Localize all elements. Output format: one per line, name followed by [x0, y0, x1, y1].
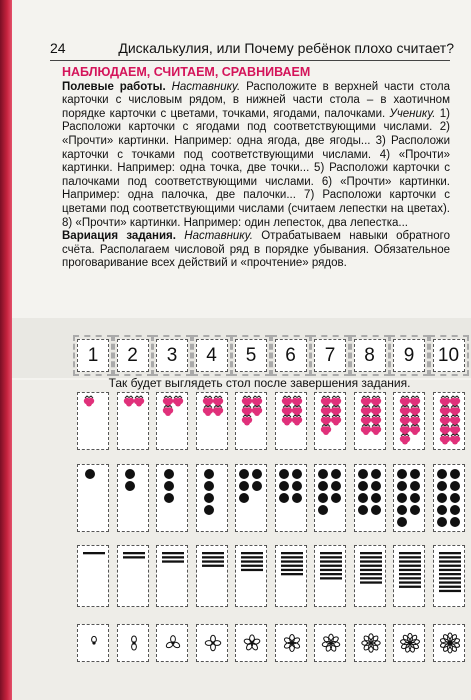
sticks-drawing: [236, 546, 268, 608]
berries-drawing: [157, 393, 189, 451]
stick-icon: [281, 573, 303, 575]
dot-icon: [437, 469, 447, 479]
flowers-drawing: [276, 625, 308, 663]
berries-drawing: [394, 393, 426, 451]
dot-icon: [371, 469, 381, 479]
figure-caption: Так будет выглядеть стол после завершения задания.: [108, 376, 411, 390]
dot-icon: [450, 517, 460, 527]
stick-icon: [439, 586, 461, 588]
flowers-drawing: [236, 625, 268, 663]
book-spine: [0, 0, 12, 700]
stick-icon: [399, 560, 421, 562]
number-card-1: 1: [77, 339, 109, 372]
sticks-card-2[interactable]: [117, 545, 149, 607]
berry-icon: [439, 415, 449, 426]
berry-icon: [212, 396, 222, 407]
stick-icon: [360, 552, 382, 554]
berry-icon: [439, 406, 449, 417]
dot-icon: [239, 469, 249, 479]
berry-icon: [321, 425, 331, 436]
dots-drawing: [118, 465, 150, 533]
dots-drawing: [236, 465, 268, 533]
berry-icon: [360, 406, 370, 417]
berry-icon: [370, 415, 380, 426]
berries-card-4[interactable]: [196, 392, 228, 450]
berries-card-6[interactable]: [275, 392, 307, 450]
berries-drawing: [236, 393, 268, 451]
dot-icon: [437, 481, 447, 491]
stick-icon: [202, 560, 224, 562]
flowers-drawing: [157, 625, 189, 663]
berry-icon: [163, 396, 173, 407]
sticks-card-5[interactable]: [235, 545, 267, 607]
berries-card-10[interactable]: [433, 392, 465, 450]
berry-icon: [360, 396, 370, 407]
berry-icon: [400, 415, 410, 426]
number-card-6: 6: [275, 339, 307, 372]
dot-icon: [450, 469, 460, 479]
stick-icon: [241, 556, 263, 558]
dot-icon: [437, 493, 447, 503]
variation-label: Вариация задания.: [62, 230, 176, 243]
role-mentor: Наставнику.: [171, 80, 241, 93]
dot-icon: [450, 493, 460, 503]
flowers-card-9[interactable]: [393, 624, 425, 662]
flowers-drawing: [118, 625, 150, 663]
dot-icon: [125, 469, 135, 479]
stick-icon: [320, 565, 342, 567]
dot-icon: [331, 469, 341, 479]
berries-drawing: [276, 393, 308, 451]
berry-icon: [291, 406, 301, 417]
flower-icon: [205, 635, 221, 651]
dot-icon: [358, 481, 368, 491]
dot-icon: [450, 481, 460, 491]
stick-icon: [439, 565, 461, 567]
sticks-card-4[interactable]: [196, 545, 228, 607]
berry-icon: [449, 396, 459, 407]
stick-icon: [399, 569, 421, 571]
stick-icon: [399, 573, 421, 575]
sticks-card-7[interactable]: [314, 545, 346, 607]
dot-icon: [164, 493, 174, 503]
berry-icon: [410, 425, 420, 436]
flower-icon: [283, 634, 300, 651]
flower-icon: [165, 636, 180, 649]
berry-icon: [400, 406, 410, 417]
stick-icon: [281, 556, 303, 558]
dot-icon: [279, 481, 289, 491]
flowers-card-3[interactable]: [156, 624, 188, 662]
flower-icon: [92, 636, 97, 644]
stick-icon: [162, 560, 184, 562]
stick-icon: [281, 552, 303, 554]
sticks-card-9[interactable]: [393, 545, 425, 607]
flower-icon: [322, 634, 340, 652]
flowers-drawing: [78, 625, 110, 663]
flower-icon: [400, 633, 420, 652]
berry-icon: [321, 396, 331, 407]
stick-icon: [320, 573, 342, 575]
berry-icon: [163, 406, 173, 417]
dots-drawing: [78, 465, 110, 533]
dot-icon: [371, 505, 381, 515]
sticks-card-3[interactable]: [156, 545, 188, 607]
number-card-10: 10: [433, 339, 465, 372]
dot-icon: [371, 493, 381, 503]
flowers-card-2[interactable]: [117, 624, 149, 662]
dot-icon: [318, 481, 328, 491]
number-card-7: 7: [314, 339, 346, 372]
dots-drawing: [315, 465, 347, 533]
berry-icon: [449, 425, 459, 436]
berry-icon: [331, 415, 341, 426]
dot-icon: [358, 469, 368, 479]
berry-icon: [370, 406, 380, 417]
sticks-drawing: [157, 546, 189, 608]
sticks-card-10[interactable]: [433, 545, 465, 607]
dot-icon: [85, 469, 95, 479]
stick-icon: [360, 565, 382, 567]
stick-icon: [123, 552, 145, 554]
dots-drawing: [394, 465, 426, 533]
dot-icon: [410, 469, 420, 479]
sticks-drawing: [197, 546, 229, 608]
berry-icon: [281, 396, 291, 407]
dot-icon: [410, 505, 420, 515]
sticks-drawing: [434, 546, 466, 608]
flower-icon: [131, 636, 136, 650]
dots-card-5[interactable]: [235, 464, 267, 532]
berry-icon: [449, 406, 459, 417]
dots-drawing: [197, 465, 229, 533]
stick-icon: [202, 552, 224, 554]
berries-card-5[interactable]: [235, 392, 267, 450]
stick-icon: [83, 552, 105, 554]
berry-icon: [242, 396, 252, 407]
berry-icon: [410, 415, 420, 426]
flowers-card-6[interactable]: [275, 624, 307, 662]
berry-icon: [202, 406, 212, 417]
sticks-drawing: [118, 546, 150, 608]
section-title: НАБЛЮДАЕМ, СЧИТАЕМ, СРАВНИВАЕМ: [62, 65, 311, 79]
berry-icon: [449, 415, 459, 426]
berry-icon: [281, 406, 291, 417]
dots-card-3[interactable]: [156, 464, 188, 532]
berries-card-9[interactable]: [393, 392, 425, 450]
dot-icon: [125, 481, 135, 491]
stick-icon: [439, 577, 461, 579]
dot-icon: [331, 481, 341, 491]
stick-icon: [439, 560, 461, 562]
stick-icon: [123, 556, 145, 558]
flowers-card-4[interactable]: [196, 624, 228, 662]
stick-icon: [439, 581, 461, 583]
flowers-card-10[interactable]: [433, 624, 465, 662]
stick-icon: [360, 569, 382, 571]
flowers-drawing: [434, 625, 466, 663]
flowers-drawing: [394, 625, 426, 663]
stick-icon: [241, 560, 263, 562]
role-student: Ученику.: [389, 107, 436, 120]
dot-icon: [239, 481, 249, 491]
stick-icon: [399, 565, 421, 567]
berries-drawing: [355, 393, 387, 451]
berries-card-7[interactable]: [314, 392, 346, 450]
stick-icon: [360, 577, 382, 579]
dot-icon: [279, 469, 289, 479]
dot-icon: [397, 481, 407, 491]
sticks-card-6[interactable]: [275, 545, 307, 607]
stick-icon: [439, 573, 461, 575]
berry-icon: [212, 406, 222, 417]
dot-icon: [204, 481, 214, 491]
number-card-4: 4: [196, 339, 228, 372]
number-card-5: 5: [235, 339, 267, 372]
stick-icon: [439, 556, 461, 558]
dot-icon: [318, 505, 328, 515]
stick-icon: [320, 560, 342, 562]
stick-icon: [399, 552, 421, 554]
dot-icon: [204, 493, 214, 503]
dot-icon: [358, 493, 368, 503]
page-header: [50, 38, 454, 61]
berry-icon: [242, 415, 252, 426]
berry-icon: [439, 396, 449, 407]
dot-icon: [279, 493, 289, 503]
berries-drawing: [197, 393, 229, 451]
stick-icon: [202, 556, 224, 558]
variation-instructions: Отрабатываем навыки обратного счёта. Располагаем числовой ряд в порядке убывания. Обязательное проговаривание всех действий и «прочтение» рядов.: [62, 230, 450, 270]
flowers-drawing: [355, 625, 387, 663]
flowers-drawing: [197, 625, 229, 663]
student-instructions: 1) Расположи карточки с ягодами под соответствующими числами. 2) «Прочти» картинки. Например: одна ягода, две ягоды... 3) Расположи карточки с точками под соответствующими числами. 4) «Прочти» картинки. Например: одна точка, две точки... 5) Расположи карточки с палочками под соответствующими числами. 6) «Прочти» картинки. Например: одна палочка, две палочки... 7) Расположи карточки с цветами под соответствующими числами (считаем лепестки на цветах). 8) «Прочти» картинки. Например: один лепесток, два лепестка...: [62, 107, 450, 229]
dots-card-2[interactable]: [117, 464, 149, 532]
dot-icon: [292, 493, 302, 503]
dots-card-9[interactable]: [393, 464, 425, 532]
dots-drawing: [434, 465, 466, 533]
stick-icon: [281, 569, 303, 571]
berry-icon: [242, 406, 252, 417]
berries-drawing: [118, 393, 150, 451]
berries-drawing: [434, 393, 466, 451]
berry-icon: [173, 396, 183, 407]
berry-icon: [252, 406, 262, 417]
dot-icon: [410, 493, 420, 503]
stick-icon: [320, 577, 342, 579]
dot-icon: [397, 493, 407, 503]
berry-icon: [360, 425, 370, 436]
flowers-card-5[interactable]: [235, 624, 267, 662]
dots-card-4[interactable]: [196, 464, 228, 532]
sticks-card-1[interactable]: [77, 545, 109, 607]
field-work-label: Полевые работы.: [62, 80, 166, 93]
flowers-card-8[interactable]: [354, 624, 386, 662]
berries-card-8[interactable]: [354, 392, 386, 450]
stick-icon: [202, 565, 224, 567]
stick-icon: [439, 590, 461, 592]
berry-icon: [321, 406, 331, 417]
stick-icon: [360, 573, 382, 575]
role-mentor-2: Наставнику.: [184, 230, 253, 243]
dot-icon: [437, 505, 447, 515]
berry-icon: [252, 396, 262, 407]
berry-icon: [439, 434, 449, 445]
paragraph-variation: [62, 230, 450, 271]
mentor-instructions: Расположите в верхней части стола карточки с числовым рядом, в нижней части стола – в хаотичном порядке карточки с цветами, точками, ягодами, палочками.: [62, 80, 450, 120]
flower-icon: [244, 635, 261, 651]
dot-icon: [371, 481, 381, 491]
stick-icon: [439, 552, 461, 554]
berry-icon: [400, 434, 410, 445]
stick-icon: [399, 556, 421, 558]
stick-icon: [320, 556, 342, 558]
berry-icon: [291, 396, 301, 407]
stick-icon: [360, 556, 382, 558]
number-card-8: 8: [354, 339, 386, 372]
stick-icon: [281, 560, 303, 562]
dot-icon: [292, 481, 302, 491]
dots-card-1[interactable]: [77, 464, 109, 532]
stick-icon: [399, 586, 421, 588]
dot-icon: [318, 493, 328, 503]
dot-icon: [204, 505, 214, 515]
stick-icon: [320, 569, 342, 571]
stick-icon: [241, 565, 263, 567]
berries-card-1[interactable]: [77, 392, 109, 450]
dots-drawing: [355, 465, 387, 533]
dot-icon: [252, 481, 262, 491]
flower-icon: [361, 634, 379, 652]
dot-icon: [331, 493, 341, 503]
flowers-card-7[interactable]: [314, 624, 346, 662]
dot-icon: [204, 469, 214, 479]
dot-icon: [252, 469, 262, 479]
berry-icon: [410, 406, 420, 417]
dot-icon: [410, 481, 420, 491]
berry-icon: [291, 415, 301, 426]
dot-icon: [292, 469, 302, 479]
sticks-drawing: [355, 546, 387, 608]
flowers-drawing: [315, 625, 347, 663]
dot-icon: [397, 517, 407, 527]
berry-icon: [133, 396, 143, 407]
stick-icon: [399, 577, 421, 579]
flowers-card-1[interactable]: [77, 624, 109, 662]
stick-icon: [162, 556, 184, 558]
stick-icon: [399, 581, 421, 583]
dots-card-6[interactable]: [275, 464, 307, 532]
stick-icon: [281, 565, 303, 567]
sticks-drawing: [78, 546, 110, 608]
berry-icon: [202, 396, 212, 407]
body-text: [62, 66, 450, 271]
sticks-card-8[interactable]: [354, 545, 386, 607]
dot-icon: [239, 493, 249, 503]
berry-icon: [331, 406, 341, 417]
flower-icon: [439, 633, 459, 653]
stick-icon: [360, 581, 382, 583]
berries-drawing: [78, 393, 110, 451]
berry-icon: [439, 425, 449, 436]
number-card-3: 3: [156, 339, 188, 372]
stick-icon: [320, 552, 342, 554]
dots-card-8[interactable]: [354, 464, 386, 532]
stick-icon: [360, 560, 382, 562]
dot-icon: [437, 517, 447, 527]
page-number: 24: [50, 40, 66, 56]
dots-drawing: [276, 465, 308, 533]
stick-icon: [241, 552, 263, 554]
berry-icon: [84, 396, 94, 407]
dots-drawing: [157, 465, 189, 533]
dot-icon: [164, 481, 174, 491]
berry-icon: [360, 415, 370, 426]
dot-icon: [164, 469, 174, 479]
dots-card-10[interactable]: [433, 464, 465, 532]
berries-card-2[interactable]: [117, 392, 149, 450]
dot-icon: [450, 505, 460, 515]
berries-card-3[interactable]: [156, 392, 188, 450]
stick-icon: [162, 552, 184, 554]
berry-icon: [321, 415, 331, 426]
berry-icon: [331, 396, 341, 407]
paragraph-field-work: [62, 81, 450, 231]
sticks-drawing: [276, 546, 308, 608]
berry-icon: [123, 396, 133, 407]
sticks-drawing: [315, 546, 347, 608]
number-card-9: 9: [393, 339, 425, 372]
running-title: Дискалькулия, или Почему ребёнок плохо считает?: [118, 40, 454, 56]
stick-icon: [439, 569, 461, 571]
dot-icon: [318, 469, 328, 479]
berry-icon: [400, 425, 410, 436]
stick-icon: [241, 569, 263, 571]
sticks-drawing: [394, 546, 426, 608]
berry-icon: [410, 396, 420, 407]
dots-card-7[interactable]: [314, 464, 346, 532]
berry-icon: [370, 425, 380, 436]
dot-icon: [358, 505, 368, 515]
berries-drawing: [315, 393, 347, 451]
berry-icon: [449, 434, 459, 445]
number-card-2: 2: [117, 339, 149, 372]
dot-icon: [397, 469, 407, 479]
dot-icon: [397, 505, 407, 515]
berry-icon: [370, 396, 380, 407]
berry-icon: [281, 415, 291, 426]
berry-icon: [400, 396, 410, 407]
